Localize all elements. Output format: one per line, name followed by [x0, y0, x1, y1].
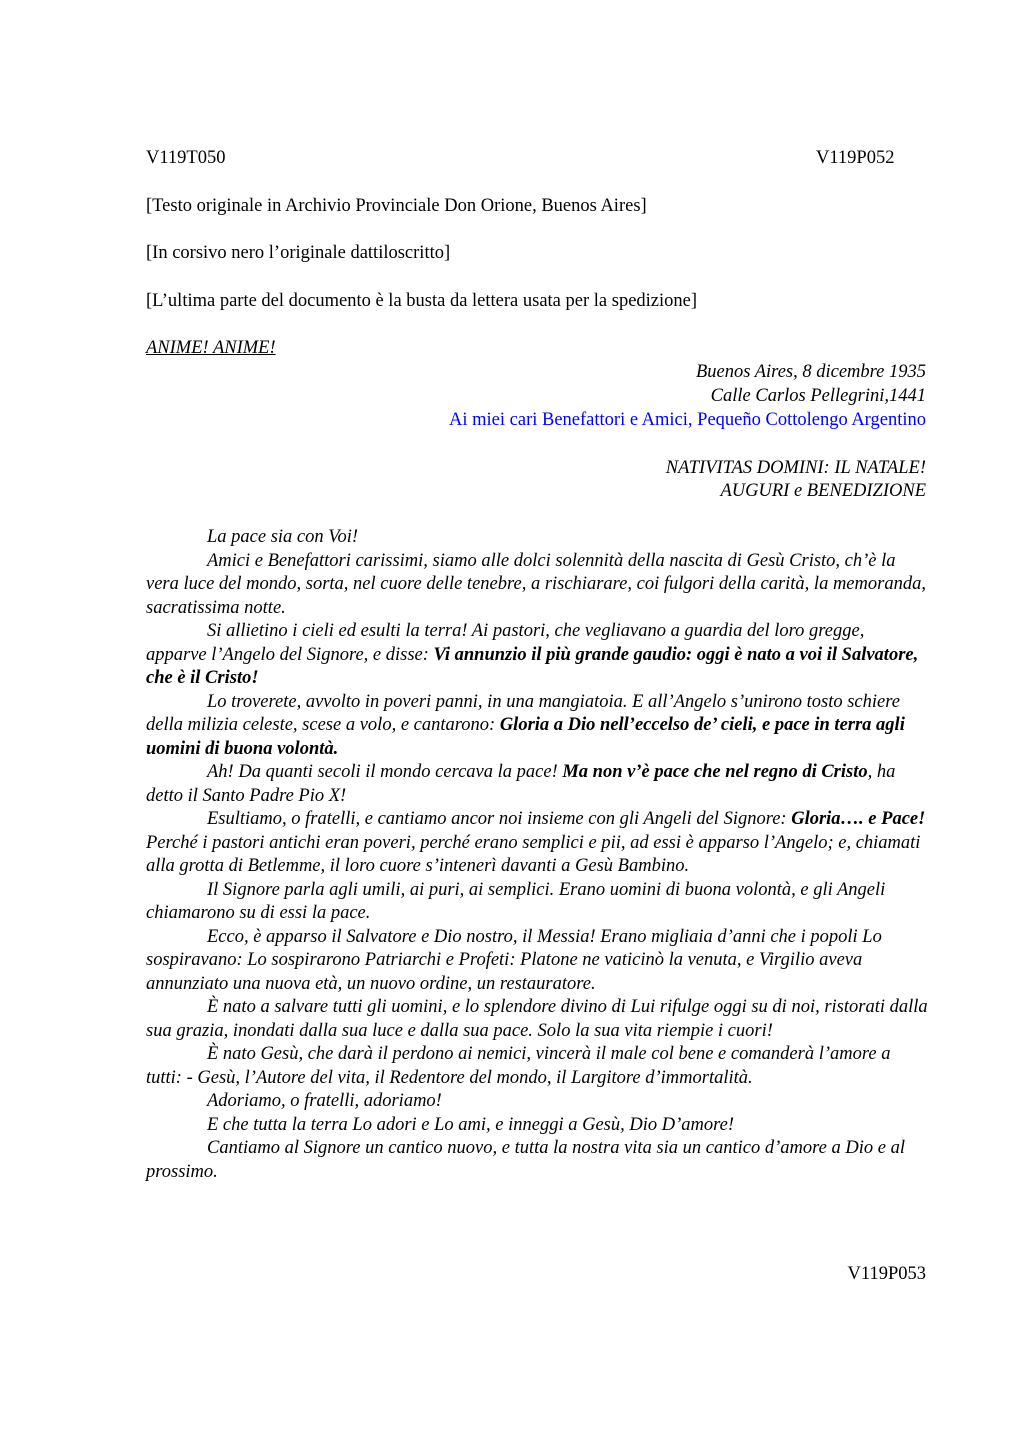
address-line: Calle Carlos Pellegrini,1441 — [710, 386, 926, 406]
addressee-line: Ai miei cari Benefattori e Amici, Pequeño Cottolengo Argentino — [449, 410, 926, 430]
paragraph: Perché i pastori antichi eran poveri, perché erano semplici e pii, ad essi è apparso l’Angelo; e, chiamati alla grotta di Betlemme, il loro cuore s’intenerì davanti a Gesù Bambino. — [146, 832, 921, 876]
bold-quote: Vi annunzio il più grande gaudio: oggi è nato a voi il Salvatore, che è il Cristo! — [146, 644, 919, 688]
paragraph-text: Si allietino i cieli ed esulti la terra! Ai pastori, che vegliavano a guardia del loro gregge, apparve l’Angelo del Signore, e disse: — [146, 621, 865, 665]
letter-body — [146, 526, 928, 1184]
paragraph: E che tutta la terra Lo adori e Lo ami, e inneggi a Gesù, Dio D’amore! — [207, 1114, 735, 1135]
paragraph: Adoriamo, o fratelli, adoriamo! — [207, 1091, 442, 1111]
bold-quote: Gloria…. e Pace! — [791, 809, 926, 829]
paragraph: Ecco, è apparso il Salvatore e Dio nostro, il Messia! Erano migliaia d’anni che i popoli Lo sospiravano: Lo sospirarono Patriarchi e Profeti: Platone ne vaticinò la venuta, e Virgilio aveva annunziato una nuova età, un nuovo ordine, un restauratore. — [146, 926, 882, 994]
paragraph: Amici e Benefattori carissimi, siamo alle dolci solennità della nascita di Gesù Cristo, ch’è la vera luce del mondo, sorta, nel cuore delle tenebre, a rischiarare, coi fulgori della carità, la memoranda, sacratissima notte. — [146, 550, 926, 618]
document-code: V119T050 — [146, 148, 226, 168]
paragraph-text: Lo troverete, avvolto in poveri panni, in una mangiatoia. E all’Angelo s’unirono tosto schiere della milizia celeste, scese a volo, e cantarono: — [146, 691, 900, 735]
paragraph — [146, 808, 928, 832]
bold-quote: Ma non v’è pace che nel regno di Cristo — [562, 762, 868, 782]
paragraph: È nato a salvare tutti gli uomini, e lo splendore divino di Lui rifulge oggi su di noi, ristorati dalla sua grazia, inondati dalla sua luce e dalla sua pace. Solo la sua vita riempie i cuori! — [146, 997, 928, 1041]
paragraph: È nato Gesù, che darà il perdono ai nemici, vincerà il male col bene e comanderà l’amore a tutti: - Gesù, l’Autore del vita, il Redentore del mondo, il Largitore d’immortalità. — [146, 1044, 891, 1088]
typescript-note: [In corsivo nero l’originale dattiloscritto] — [146, 243, 451, 263]
paragraph — [146, 691, 928, 762]
archive-note: [Testo originale in Archivio Provinciale Don Orione, Buenos Aires] — [146, 196, 647, 216]
bold-quote: Gloria a Dio nell’eccelso de’ cieli, e pace in terra agli uomini di buona volontà. — [146, 715, 905, 759]
envelope-note: [L’ultima parte del documento è la busta da lettera usata per la spedizione] — [146, 291, 698, 311]
place-date: Buenos Aires, 8 dicembre 1935 — [695, 362, 926, 382]
letter-title: NATIVITAS DOMINI: IL NATALE! — [665, 458, 926, 478]
paragraph — [146, 761, 928, 808]
paragraph — [146, 620, 928, 691]
paragraph-text: , ha detto il Santo Padre Pio X! — [146, 762, 896, 806]
paragraph: La pace sia con Voi! — [207, 527, 359, 547]
paragraph: Cantiamo al Signore un cantico nuovo, e tutta la nostra vita sia un cantico d’amore a Dio e al prossimo. — [146, 1138, 905, 1182]
page-code-bottom: V119P053 — [847, 1264, 926, 1284]
paragraph-text: Ah! Da quanti secoli il mondo cercava la pace! — [207, 762, 563, 782]
paragraph: Il Signore parla agli umili, ai puri, ai semplici. Erano uomini di buona volontà, e gli Angeli chiamarono su di essi la pace. — [146, 879, 886, 923]
letter-subtitle: AUGURI e BENEDIZIONE — [720, 481, 926, 501]
motto: ANIME! ANIME! — [146, 338, 276, 358]
paragraph-text: Esultiamo, o fratelli, e cantiamo ancor noi insieme con gli Angeli del Signore: — [207, 809, 792, 829]
page-code-top: V119P052 — [816, 148, 895, 168]
